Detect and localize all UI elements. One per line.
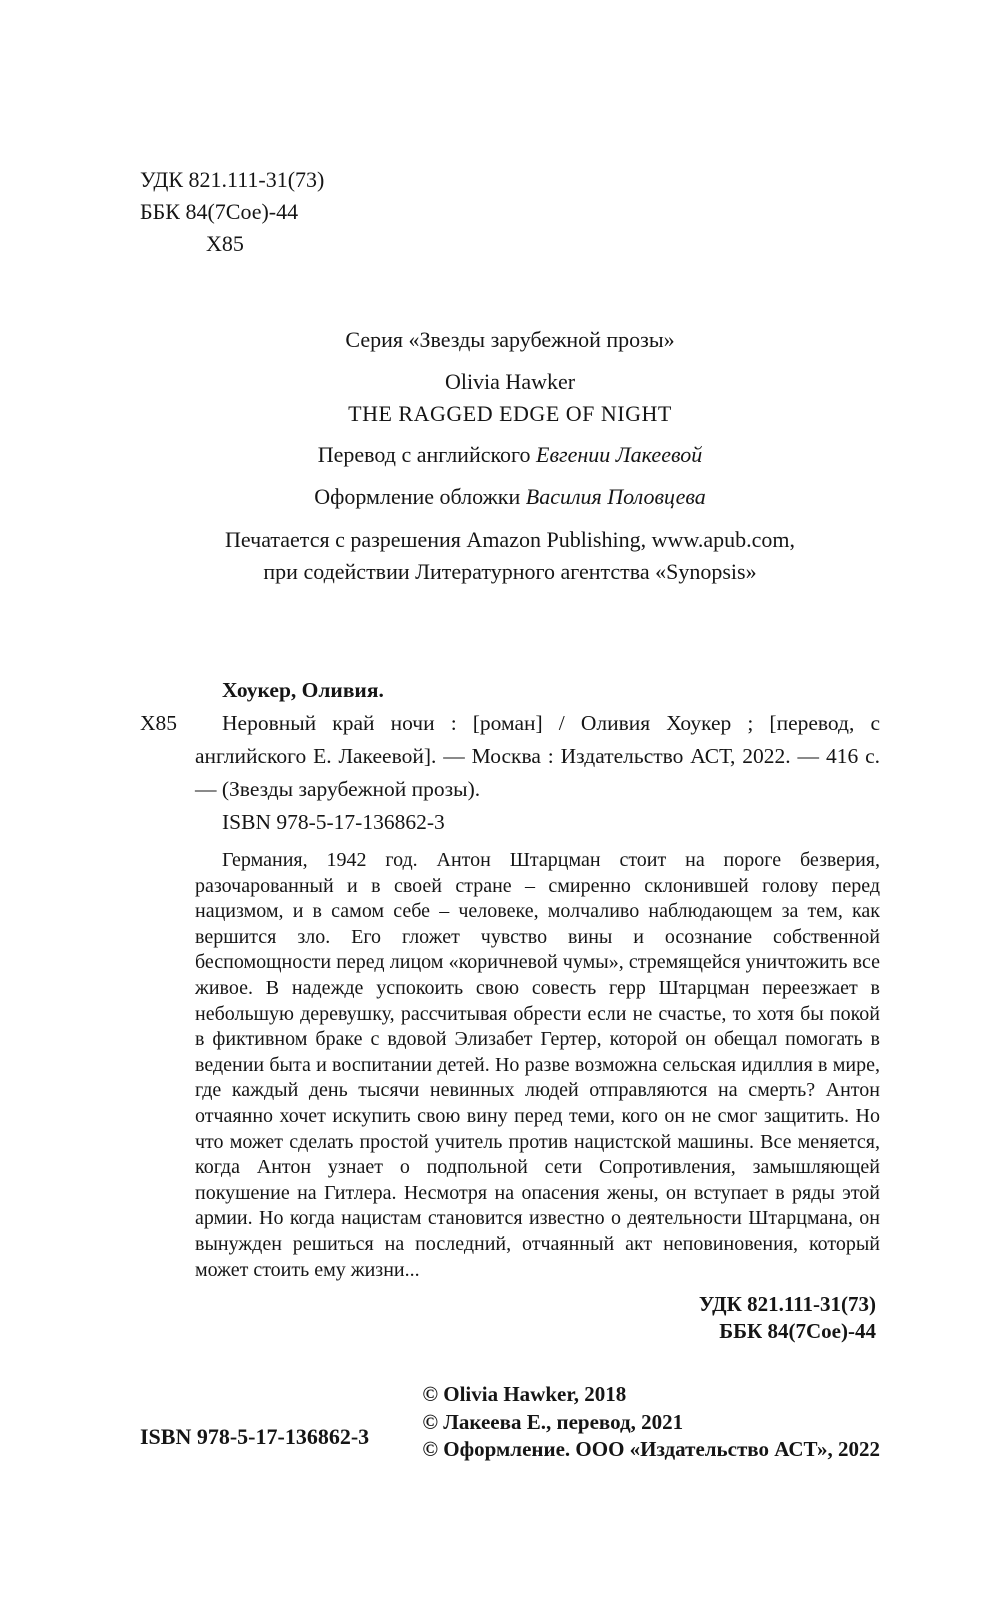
- translation-credit: [140, 439, 880, 471]
- permission-line-2: при содействии Литературного агентства «Synopsis»: [263, 559, 757, 584]
- bottom-classification-codes: [140, 1291, 880, 1345]
- catalog-entry-wrap: [140, 707, 880, 806]
- udk-code-right: УДК 821.111-31(73): [698, 1292, 876, 1317]
- catalog-card: [140, 674, 880, 839]
- title-block: [140, 324, 880, 588]
- catalog-entry: Неровный край ночи : [роман] / Оливия Хоукер ; [перевод, с английского Е. Лакеевой]. — Москва : Издательство АСТ, 2022. — 416 с. — (Звезды зарубежной прозы).: [195, 711, 880, 801]
- series-line: Серия «Звезды зарубежной прозы»: [345, 327, 675, 352]
- copyright-line: © Оформление. ООО «Издательство АСТ», 2022: [422, 1437, 880, 1462]
- footer-row: [140, 1381, 880, 1464]
- original-title: THE RAGGED EDGE OF NIGHT: [348, 401, 672, 426]
- author-name: Olivia Hawker: [444, 369, 576, 394]
- catalog-margin-code: Х85: [140, 711, 178, 735]
- copyright-block: [422, 1381, 880, 1464]
- catalog-author-heading: Хоукер, Оливия.: [222, 678, 384, 702]
- translation-prefix: Перевод с английского: [317, 442, 531, 467]
- author-sign-code: Х85: [206, 231, 244, 256]
- top-classification-codes: [140, 164, 880, 260]
- isbn-catalog: ISBN 978-5-17-136862-3: [222, 810, 445, 834]
- copyright-line: © Лакеева Е., перевод, 2021: [422, 1409, 684, 1434]
- annotation-text: Германия, 1942 год. Антон Штарцман стоит на пороге безверия, разочарованный и в своей стране – смиренно склонившей голову перед нацизмом, и в самом себе – человеке, молчаливо наблюдающем за тем, как вершится зло. Его гложет чувство вины и осознание собственной беспомощности перед лицом «коричневой чумы», стремящейся уничтожить все живое. В надежде успокоить свою совесть герр Штарцман переезжает в небольшую деревушку, рассчитывая обрести если не счастье, то хотя бы покой в фиктивном браке с вдовой Элизабет Гертер, которой он обещал помогать в ведении быта и воспитании детей. Но разве возможна сельская идиллия в мире, где каждый день тысячи невинных людей отправляются на смерть? Антон отчаянно хочет искупить свою вину перед теми, кого он не смог защитить. Но что может сделать простой учитель против нацистской машины. Все меняется, когда Антон узнает о подпольной сети Сопротивления, замышляющей покушение на Гитлера. Несмотря на опасения жены, он вступает в ряды этой армии. Но когда нацистам становится известно о деятельности Штарцмана, он вынужден решиться на последний, отчаянный акт неповиновения, который может стоить ему жизни...: [195, 849, 880, 1281]
- isbn-footer: ISBN 978-5-17-136862-3: [140, 1423, 370, 1449]
- translator-name: Евгении Лакеевой: [536, 442, 703, 467]
- cover-prefix: Оформление обложки: [314, 484, 521, 509]
- udk-code: УДК 821.111-31(73): [140, 167, 325, 192]
- copyright-line: © Olivia Hawker, 2018: [422, 1382, 627, 1407]
- bbk-code: ББК 84(7Сое)-44: [140, 199, 299, 224]
- permission-line-1: Печатается с разрешения Amazon Publishing, www.apub.com,: [225, 527, 795, 552]
- cover-credit: [140, 481, 880, 513]
- permission-notice: [140, 524, 880, 588]
- bbk-code-right: ББК 84(7Сое)-44: [719, 1319, 876, 1344]
- cover-designer-name: Василия Половцева: [525, 484, 706, 509]
